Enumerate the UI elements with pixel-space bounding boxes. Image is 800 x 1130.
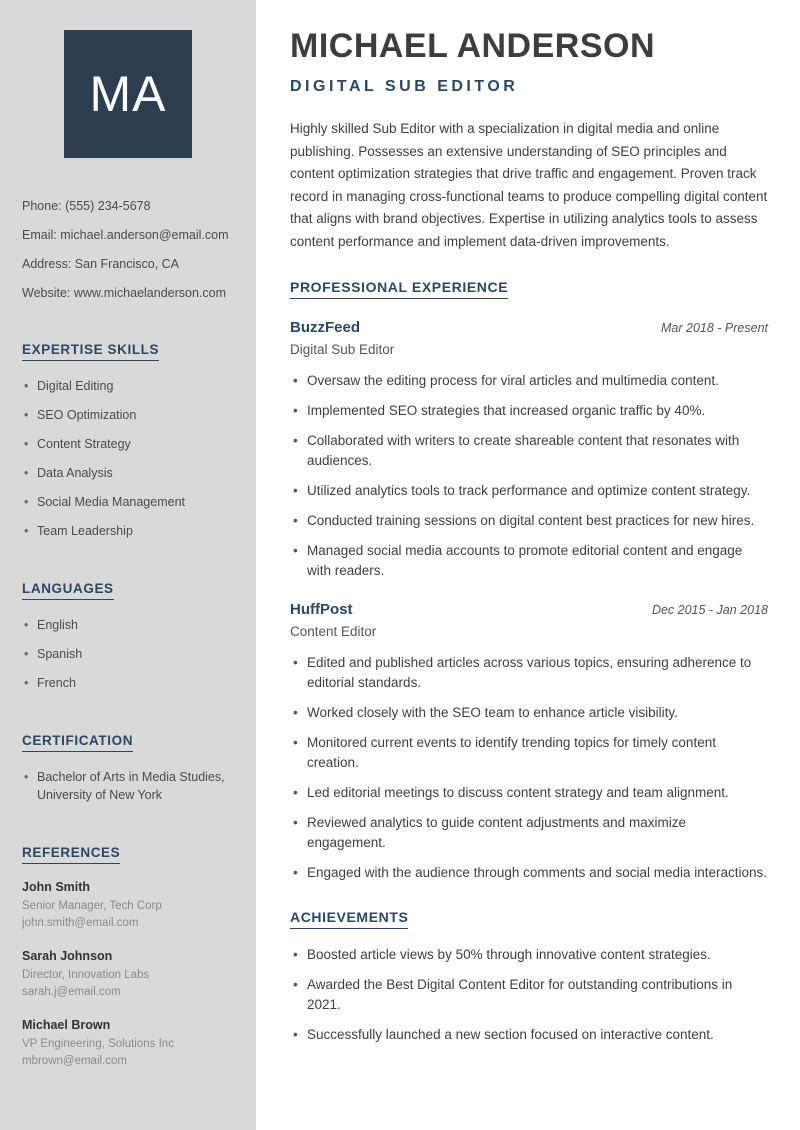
references-heading: REFERENCES: [22, 845, 120, 864]
language-item: • Spanish: [22, 645, 234, 663]
company-name: HuffPost: [290, 601, 353, 618]
employment-dates: Dec 2015 - Jan 2018: [651, 603, 768, 617]
reference-role: VP Engineering, Solutions Inc: [22, 1038, 174, 1050]
employment-dates: Mar 2018 - Present: [661, 321, 768, 335]
job-role: Digital Sub Editor: [290, 342, 395, 357]
experience-header: [290, 601, 768, 618]
achievements-section: [290, 909, 768, 1045]
reference-email: john.smith@email.com: [22, 917, 139, 929]
skill-item: • Content Strategy: [22, 435, 234, 453]
language-item: • French: [22, 674, 234, 692]
certification-section: [22, 732, 234, 804]
reference-email: sarah.j@email.com: [22, 986, 121, 998]
contact-website: Website: www.michaelanderson.com: [22, 286, 227, 300]
contact-phone: Phone: (555) 234-5678: [22, 199, 151, 213]
contact-block: [22, 198, 234, 301]
job-role: Content Editor: [290, 624, 377, 639]
achievements-heading: ACHIEVEMENTS: [290, 909, 408, 929]
company-name: BuzzFeed: [290, 319, 361, 336]
skills-heading: EXPERTISE SKILLS: [22, 342, 159, 361]
skills-section: [22, 341, 234, 540]
reference-name: Michael Brown: [22, 1018, 111, 1032]
skill-item: • Social Media Management: [22, 493, 234, 511]
experience-bullet-list: [290, 653, 768, 883]
reference-entry: [22, 880, 234, 932]
languages-heading: LANGUAGES: [22, 581, 114, 600]
reference-name: John Smith: [22, 880, 91, 894]
certification-heading: CERTIFICATION: [22, 733, 133, 752]
certification-item: • Bachelor of Arts in Media Studies, University of New York: [22, 768, 234, 804]
achievement-item: • Awarded the Best Digital Content Editor for outstanding contributions in 2021.: [290, 975, 768, 1015]
experience-bullet: • Implemented SEO strategies that increased organic traffic by 40%.: [290, 401, 768, 421]
reference-email: mbrown@email.com: [22, 1055, 127, 1067]
experience-bullet: • Engaged with the audience through comments and social media interactions.: [290, 863, 768, 883]
skill-item: • SEO Optimization: [22, 406, 234, 424]
languages-list: [22, 616, 234, 692]
reference-entry: [22, 1018, 234, 1070]
reference-entry: [22, 949, 234, 1001]
references-section: [22, 844, 234, 1070]
sidebar: [0, 0, 256, 1130]
contact-email: Email: michael.anderson@email.com: [22, 228, 229, 242]
skill-item: • Data Analysis: [22, 464, 234, 482]
achievement-item: • Successfully launched a new section focused on interactive content.: [290, 1025, 768, 1045]
achievement-item: • Boosted article views by 50% through innovative content strategies.: [290, 945, 768, 965]
experience-bullet: • Reviewed analytics to guide content adjustments and maximize engagement.: [290, 813, 768, 853]
main-content: [256, 0, 800, 1130]
language-item: • English: [22, 616, 234, 634]
skill-item: • Digital Editing: [22, 377, 234, 395]
profile-summary: Highly skilled Sub Editor with a specialization in digital media and online publishing. Possesses an extensive understanding of SEO principles and content optimization strategies that drive traffic and engagement. Proven track record in managing cross-functional teams to produce compelling digital content that aligns with brand objectives. Expertise in utilizing analytics tools to assess content performance and implement data-driven improvements.: [290, 121, 768, 249]
experience-bullet: • Monitored current events to identify trending topics for timely content creation.: [290, 733, 768, 773]
monogram-avatar: [64, 30, 192, 158]
candidate-name: MICHAEL ANDERSON: [290, 27, 656, 65]
languages-section: [22, 580, 234, 692]
experience-bullet: • Edited and published articles across various topics, ensuring adherence to editorial standards.: [290, 653, 768, 693]
candidate-job-title: DIGITAL SUB EDITOR: [290, 78, 519, 95]
experience-bullet: • Managed social media accounts to promote editorial content and engage with readers.: [290, 541, 768, 581]
experience-bullet-list: [290, 371, 768, 581]
contact-address: Address: San Francisco, CA: [22, 257, 180, 271]
experience-bullet: • Collaborated with writers to create shareable content that resonates with audiences.: [290, 431, 768, 471]
experience-entry: [290, 601, 768, 883]
certification-list: [22, 768, 234, 804]
experience-header: [290, 319, 768, 336]
experience-bullet: • Led editorial meetings to discuss content strategy and team alignment.: [290, 783, 768, 803]
experience-bullet: • Oversaw the editing process for viral articles and multimedia content.: [290, 371, 768, 391]
experience-heading: PROFESSIONAL EXPERIENCE: [290, 279, 508, 299]
skill-item: • Team Leadership: [22, 522, 234, 540]
reference-role: Senior Manager, Tech Corp: [22, 900, 162, 912]
experience-bullet: • Worked closely with the SEO team to enhance article visibility.: [290, 703, 768, 723]
experience-section: [290, 279, 768, 883]
achievements-list: [290, 945, 768, 1045]
skills-list: [22, 377, 234, 540]
experience-bullet: • Utilized analytics tools to track performance and optimize content strategy.: [290, 481, 768, 501]
experience-entry: [290, 319, 768, 581]
reference-name: Sarah Johnson: [22, 949, 113, 963]
experience-bullet: • Conducted training sessions on digital content best practices for new hires.: [290, 511, 768, 531]
monogram-initials: MA: [89, 66, 167, 122]
reference-role: Director, Innovation Labs: [22, 969, 150, 981]
